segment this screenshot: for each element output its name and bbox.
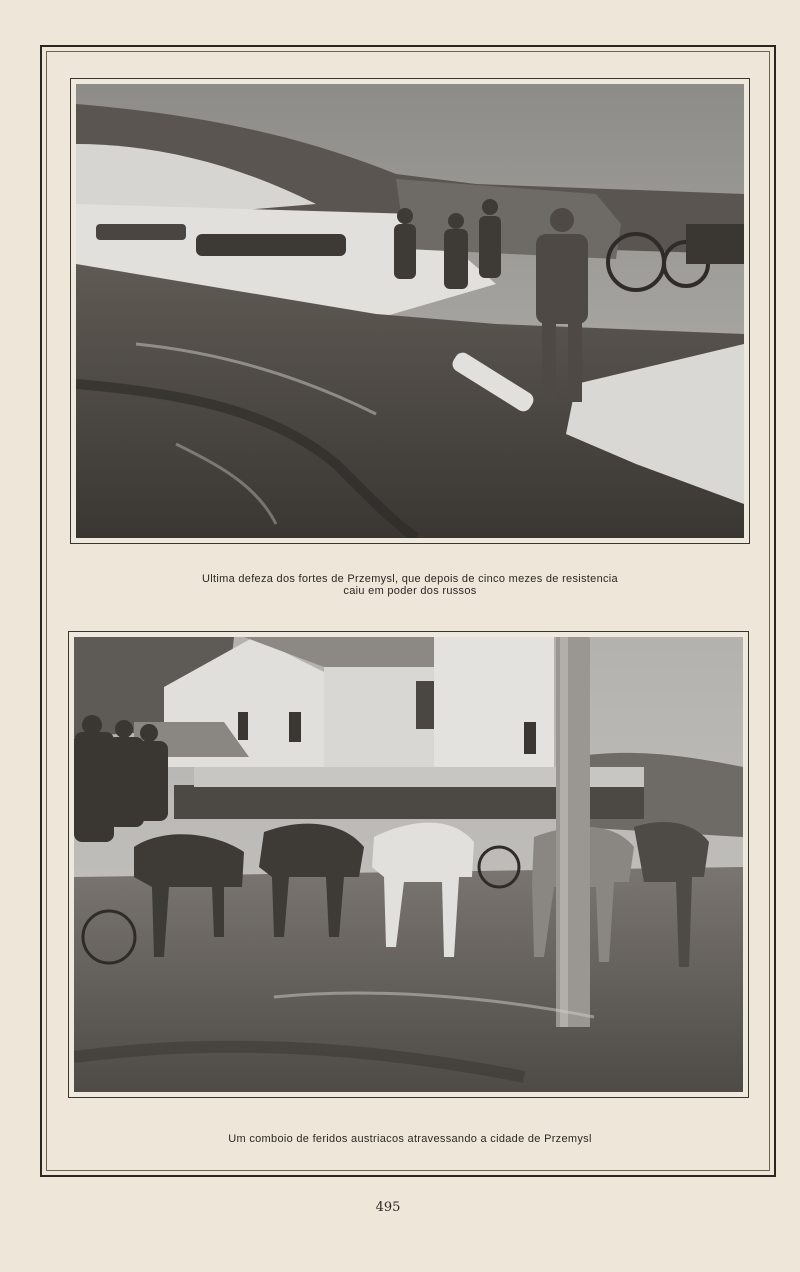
page-number: 495	[375, 1200, 401, 1215]
photo-fort-defense-image	[76, 84, 744, 538]
photo-fort-defense	[70, 78, 750, 544]
photo-wounded-convoy-image	[74, 637, 743, 1092]
caption-top	[70, 573, 750, 597]
caption-bottom: Um comboio de feridos austriacos atravessando a cidade de Przemysl	[228, 1133, 592, 1145]
caption-top-line2: caiu em poder dos russos	[343, 585, 477, 597]
photo-wounded-convoy	[68, 631, 749, 1098]
caption-top-line1: Ultima defeza dos fortes de Przemysl, que depois de cinco mezes de resistencia	[202, 573, 618, 585]
